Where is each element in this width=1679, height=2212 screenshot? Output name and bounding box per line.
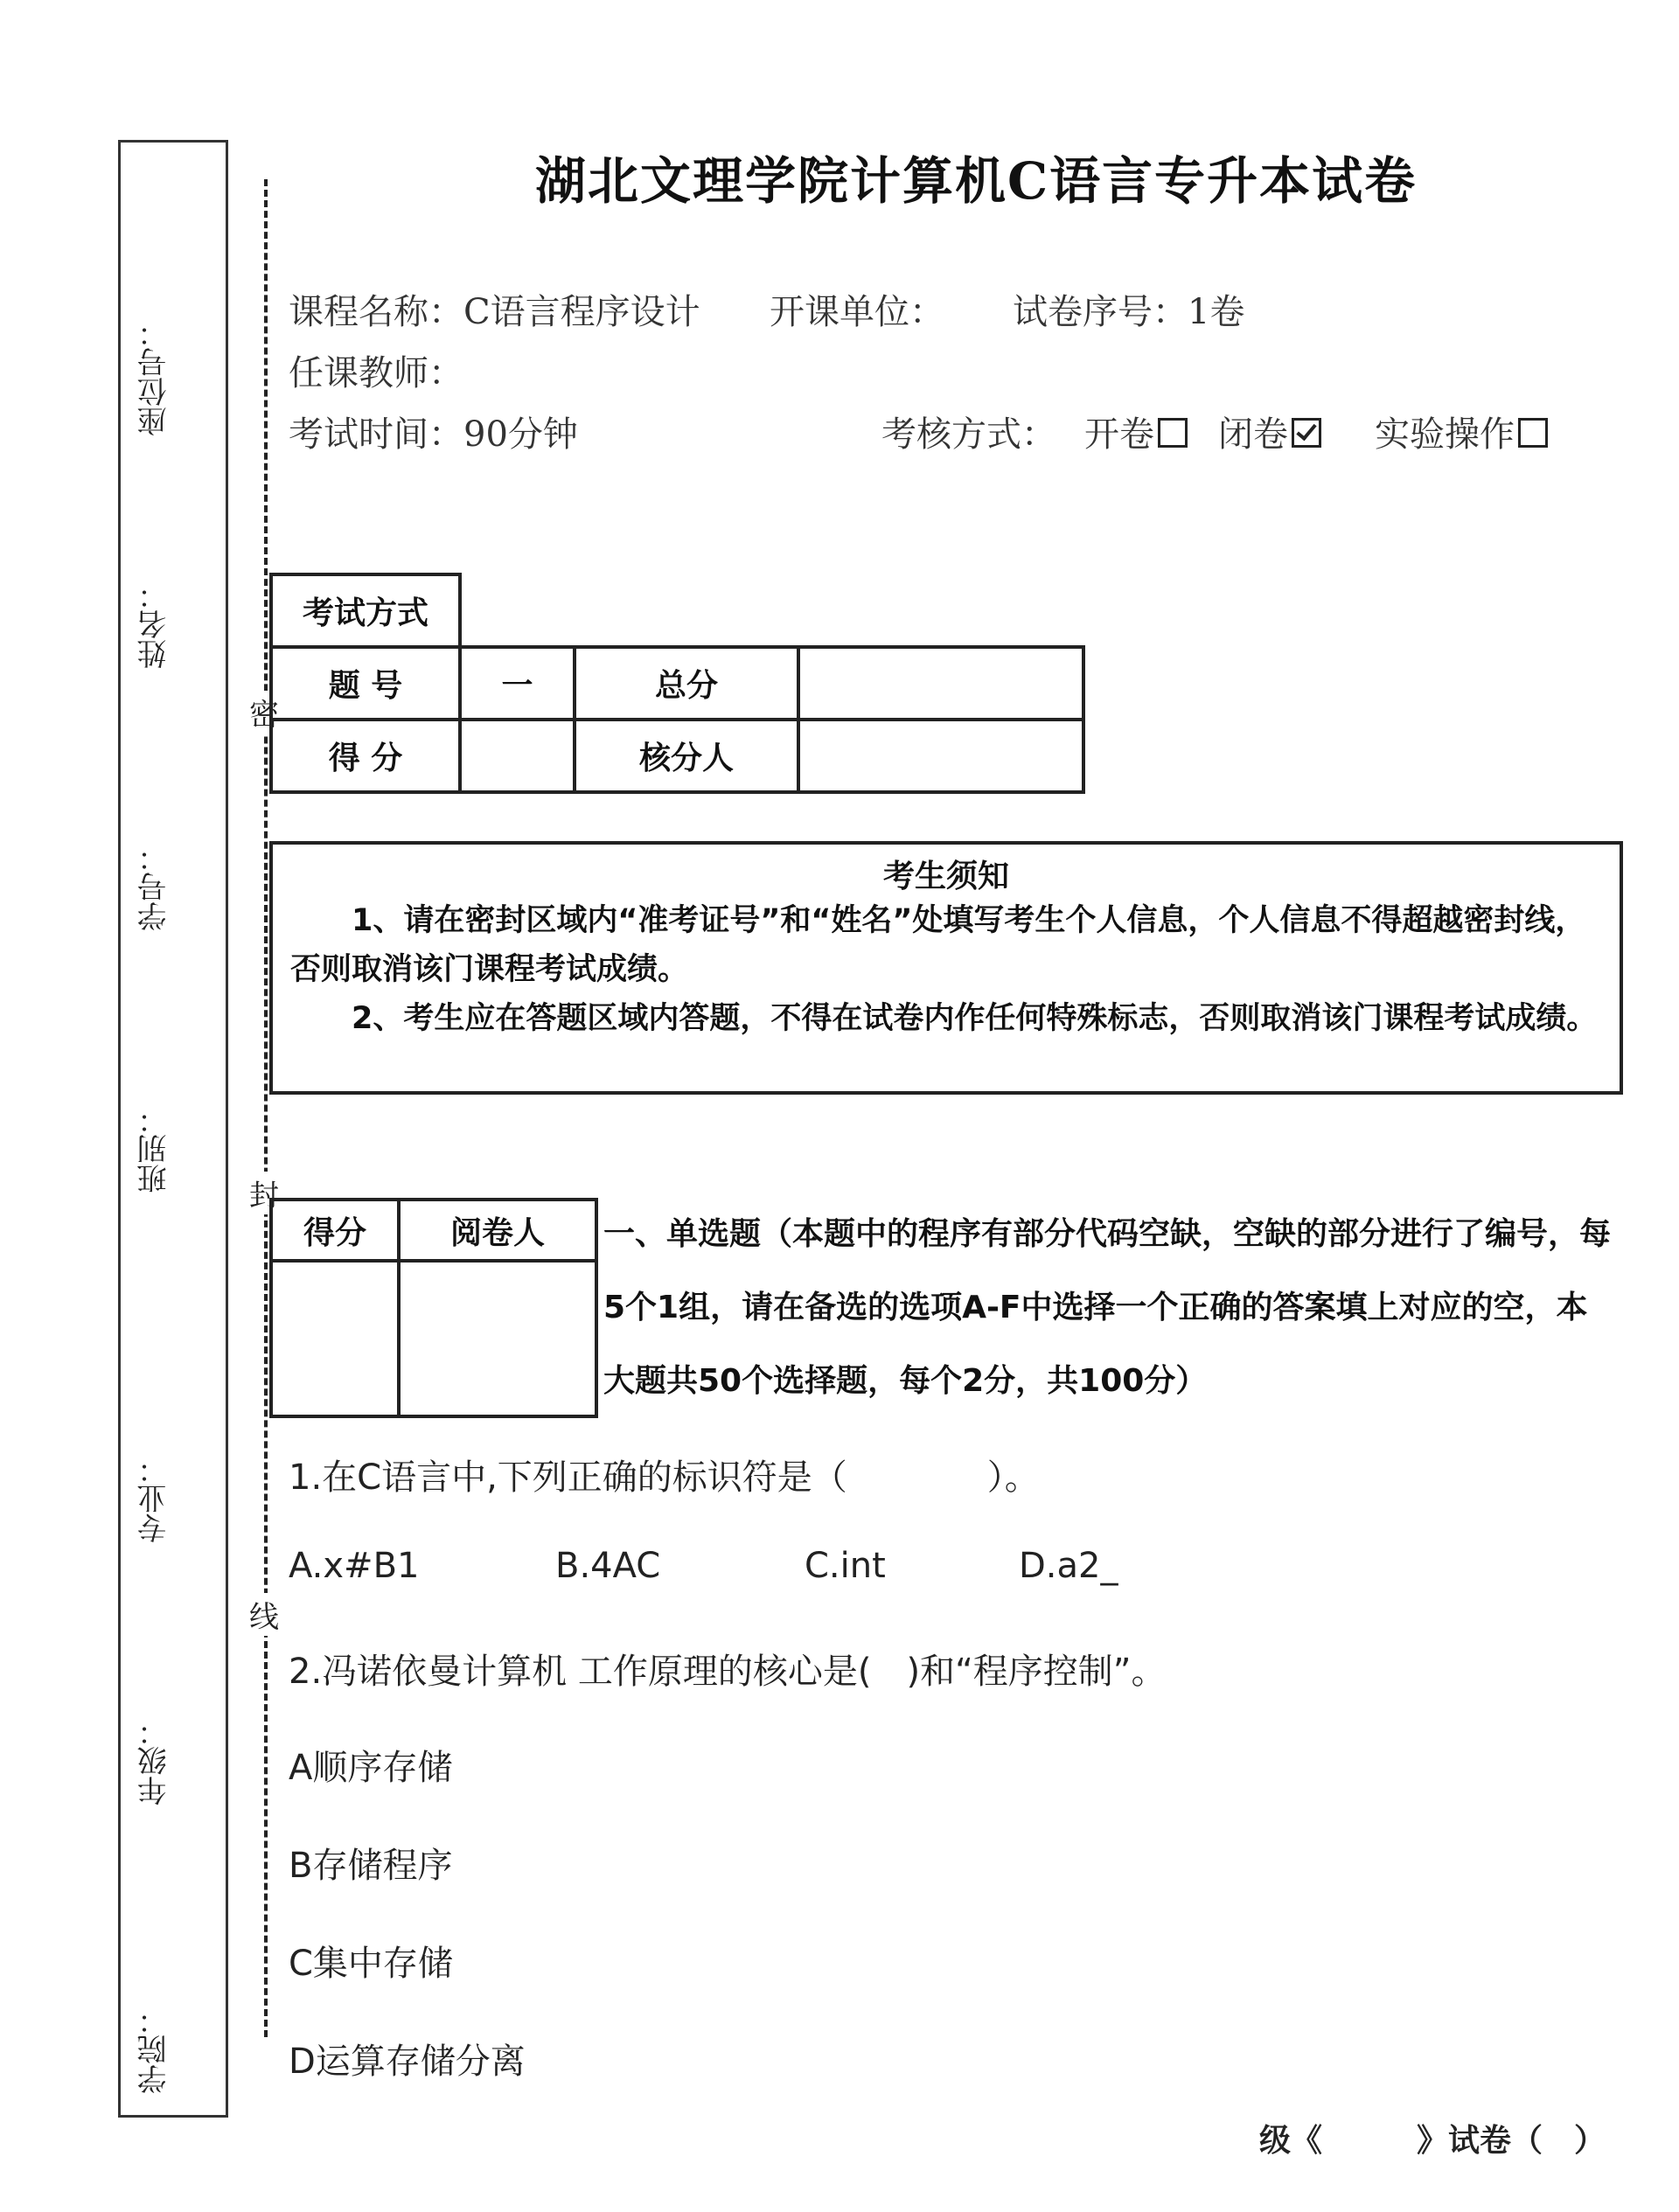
question-no-cell: 题 号 xyxy=(271,647,460,720)
grader-score-head: 得分 xyxy=(271,1200,399,1261)
binding-strip xyxy=(118,140,228,2118)
score-table xyxy=(269,573,1085,794)
total-cell: 总分 xyxy=(575,647,798,720)
open-book-checkbox[interactable] xyxy=(1158,418,1188,448)
total-value-cell[interactable] xyxy=(798,647,1083,720)
lab-checkbox[interactable] xyxy=(1518,418,1548,448)
q1-option-c[interactable]: C.int xyxy=(805,1546,886,1586)
question-2: 2.冯诺依曼计算机 工作原理的核心是( )和“程序控制”。 xyxy=(289,1652,1167,1692)
grader-name-head: 阅卷人 xyxy=(399,1200,596,1261)
score-cell: 得 分 xyxy=(271,720,460,792)
question-1: 1.在C语言中,下列正确的标识符是（ ）。 xyxy=(289,1457,1040,1498)
major-label: 专业： xyxy=(137,1454,172,1543)
option-lab xyxy=(1375,407,1548,456)
seat-label: 座位号： xyxy=(137,317,172,436)
grade-label: 年级： xyxy=(137,1716,172,1805)
grader-score-cell[interactable] xyxy=(271,1261,399,1416)
class-label: 班别： xyxy=(137,1104,172,1193)
notice-title: 考生须知 xyxy=(882,859,1009,894)
exam-mode-cell: 考试方式 xyxy=(271,574,460,647)
section-title: 一、单选题（本题中的程序有部分代码空缺，空缺的部分进行了编号，每5个1组，请在备选的选项A-F中选择一个正确的答案填上对应的空，本大题共50个选择题，每个2分，共100分） xyxy=(603,1216,1612,1399)
seal-char-mi: 密 xyxy=(249,691,279,734)
grader-box-wrap xyxy=(269,1198,598,1418)
q2-option-c[interactable]: C集中存储 xyxy=(289,1944,453,1984)
q1-option-b[interactable]: B.4AC xyxy=(555,1546,661,1586)
college-label: 学院： xyxy=(137,2005,172,2094)
option-open xyxy=(1084,407,1188,456)
page-title: 湖北文理学院计算机C语言专升本试卷 xyxy=(535,151,1418,211)
teacher-label: 任课教师： xyxy=(289,353,463,393)
option-open-label: 开卷 xyxy=(1084,414,1154,455)
closed-book-checkbox[interactable] xyxy=(1292,418,1321,448)
q1-option-a[interactable]: A.x#B1 xyxy=(289,1546,420,1586)
page-footer: 级《 》试卷（ ） xyxy=(1259,2122,1606,2159)
seal-char-feng: 封 xyxy=(249,1172,279,1214)
exam-notice xyxy=(269,841,1623,1095)
blank-top xyxy=(460,574,1083,647)
course-name: 课程名称：C语言程序设计 xyxy=(289,292,700,332)
q1-score-cell[interactable] xyxy=(460,720,575,792)
checker-cell: 核分人 xyxy=(575,720,798,792)
option-closed xyxy=(1218,407,1321,456)
checker-value-cell[interactable] xyxy=(798,720,1083,792)
q1-cell: 一 xyxy=(460,647,575,720)
student-id-label: 学号： xyxy=(137,842,172,931)
notice-item-1: 1、请在密封区域内“准考证号”和“姓名”处填写考生个人信息，个人信息不得超越密封线，否则取消该门课程考试成绩。 xyxy=(290,903,1586,987)
paper-number: 试卷序号：1卷 xyxy=(1013,292,1245,332)
offering-unit: 开课单位： xyxy=(770,292,944,332)
q2-option-a[interactable]: A顺序存储 xyxy=(289,1748,453,1788)
exam-time: 考试时间：90分钟 xyxy=(289,414,578,455)
seal-line xyxy=(264,179,268,2037)
q1-option-d[interactable]: D.a2_ xyxy=(1019,1546,1118,1586)
assessment-label: 考核方式： xyxy=(881,414,1056,455)
seal-char-xian: 线 xyxy=(249,1593,279,1636)
option-lab-label: 实验操作 xyxy=(1375,414,1515,455)
q2-option-d[interactable]: D运算存储分离 xyxy=(289,2042,526,2082)
option-closed-label: 闭卷 xyxy=(1218,414,1288,455)
notice-item-2: 2、考生应在答题区域内答题，不得在试卷内作任何特殊标志，否则取消该门课程考试成绩。 xyxy=(352,1001,1598,1036)
name-label: 姓名： xyxy=(137,580,172,669)
grader-box xyxy=(269,1198,598,1418)
score-table-wrap xyxy=(269,573,1085,794)
grader-name-cell[interactable] xyxy=(399,1261,596,1416)
q2-option-b[interactable]: B存储程序 xyxy=(289,1846,453,1886)
